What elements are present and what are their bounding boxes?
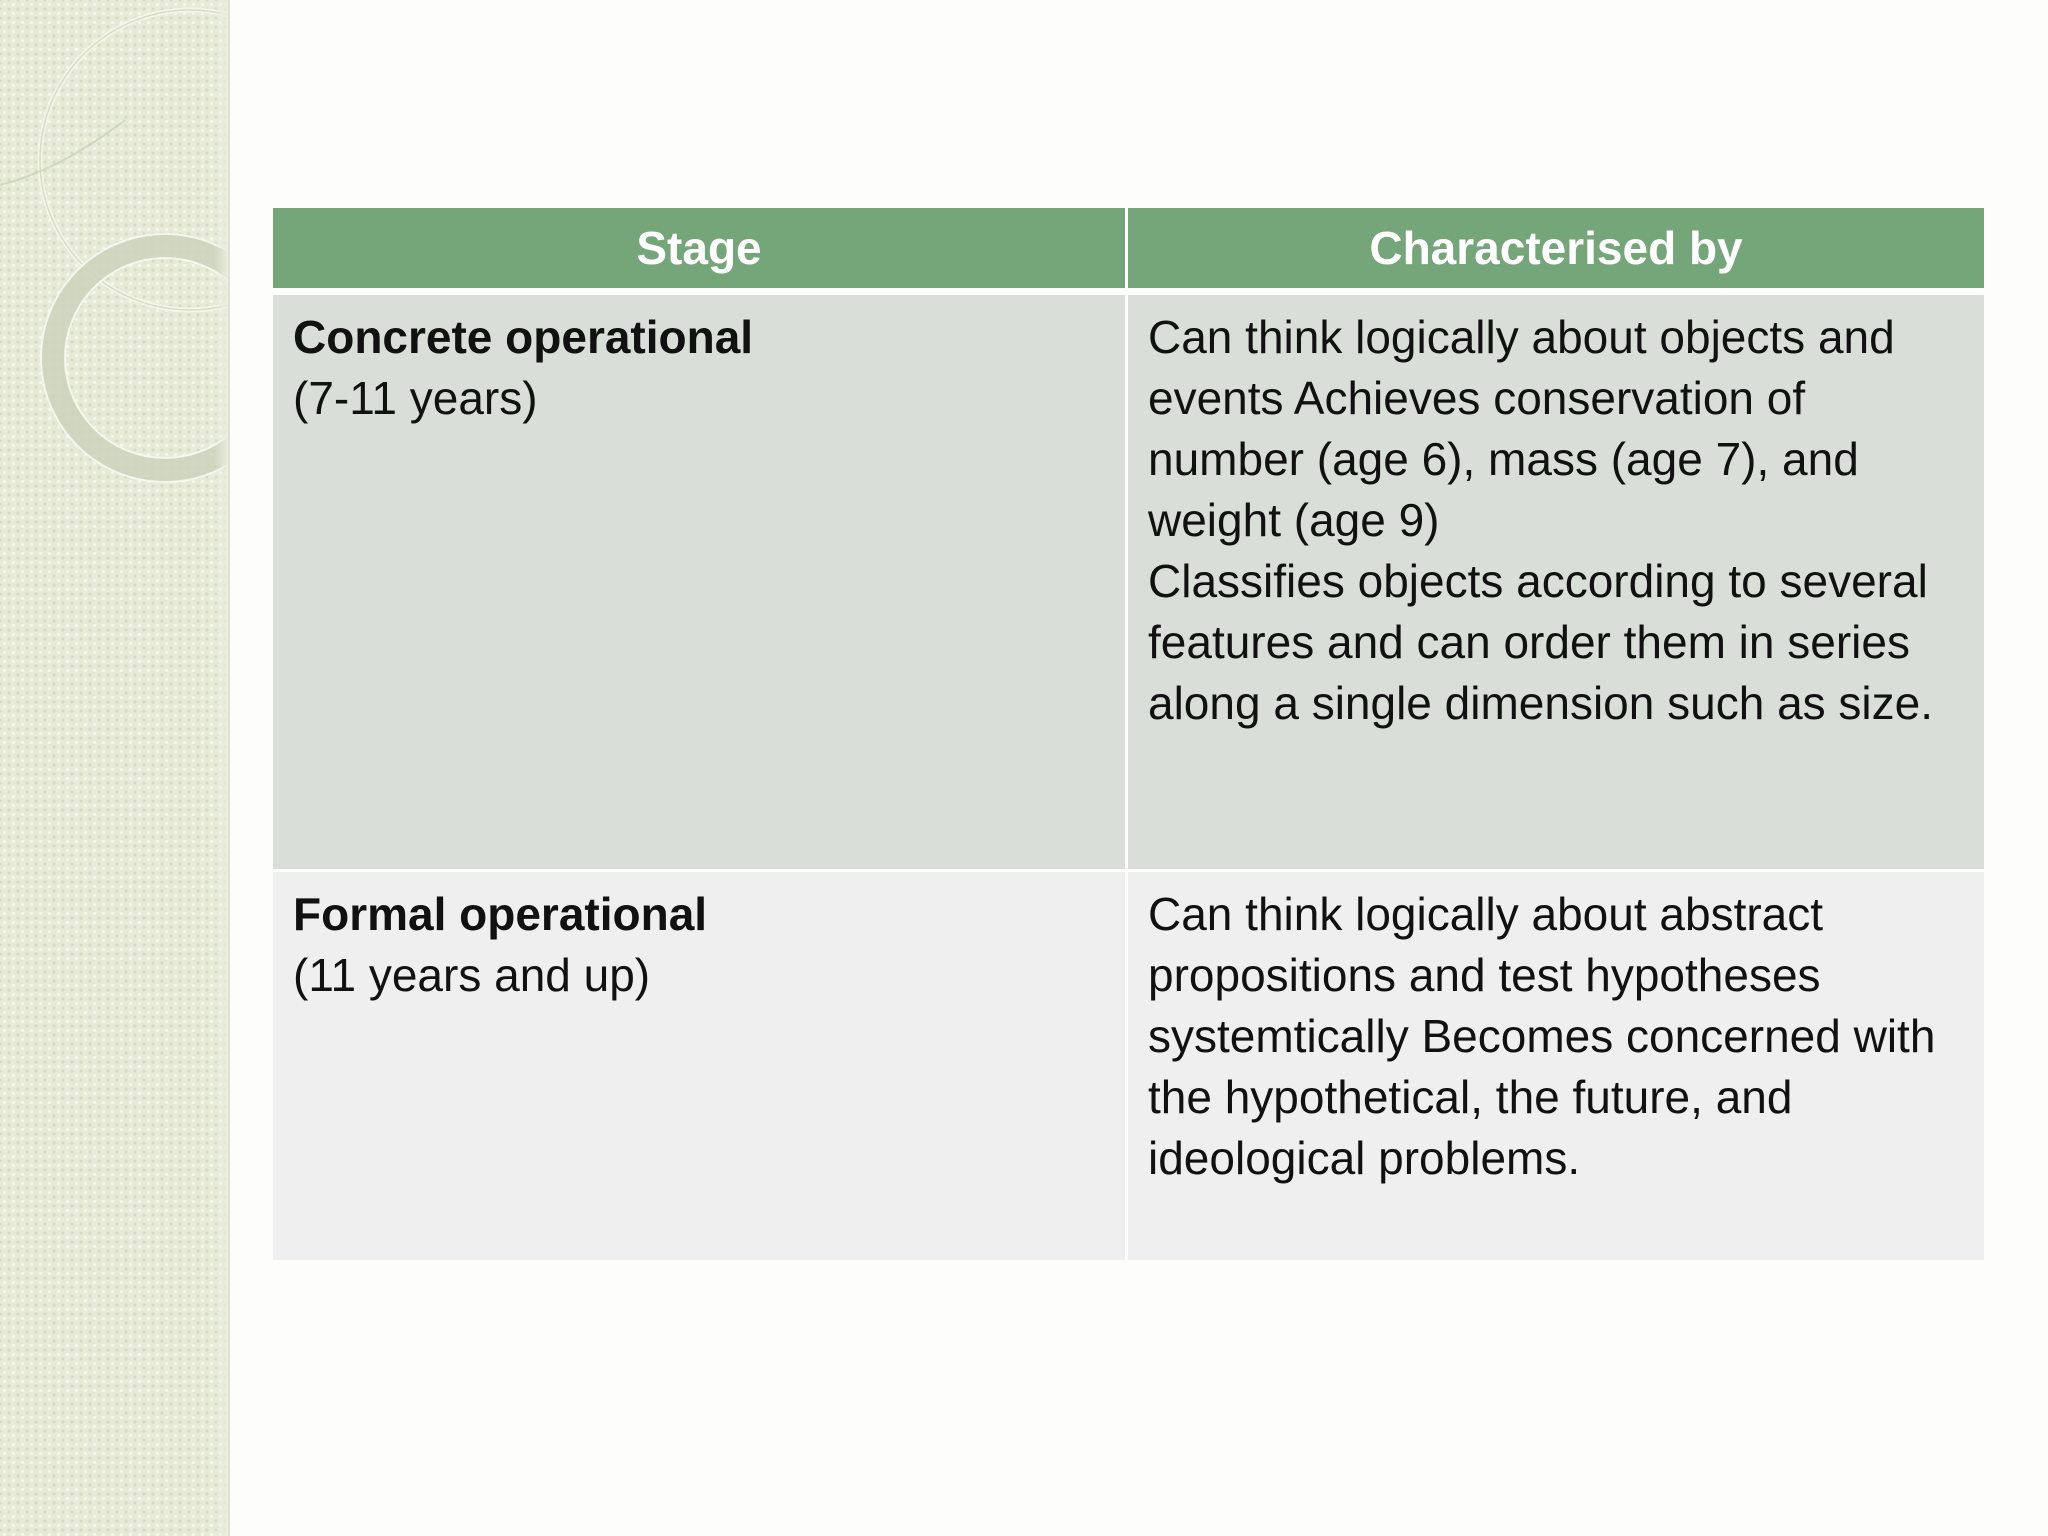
- stage-cell: [273, 872, 1128, 1260]
- table-row: [273, 872, 1984, 1260]
- stage-age-range: (7-11 years): [293, 372, 538, 424]
- description-cell: [1128, 872, 1984, 1260]
- description-text: Can think logically about objects and events Achieves conservation of number (age 6), mass (age 7), and weight (age 9): [1148, 311, 1895, 546]
- stage-name: Formal operational: [293, 888, 708, 940]
- stage-cell: [273, 295, 1128, 872]
- piaget-stages-table: [273, 208, 1984, 1260]
- table-row: [273, 295, 1984, 872]
- table-header-row: [273, 208, 1984, 295]
- stage-age-range: (11 years and up): [293, 949, 651, 1001]
- decorative-side-band: [0, 0, 230, 1536]
- column-header-stage: Stage: [273, 208, 1128, 295]
- decorative-rings: [0, 0, 228, 520]
- description-cell: [1128, 295, 1984, 872]
- description-text: Can think logically about abstract propositions and test hypotheses systemtically Becomes concerned with the hypothetical, the future, and ideological problems.: [1148, 888, 1936, 1184]
- stage-name: Concrete operational: [293, 311, 754, 363]
- column-header-characterised-by: Characterised by: [1128, 208, 1984, 295]
- description-text: Classifies objects according to several features and can order them in series along a single dimension such as size.: [1148, 555, 1934, 729]
